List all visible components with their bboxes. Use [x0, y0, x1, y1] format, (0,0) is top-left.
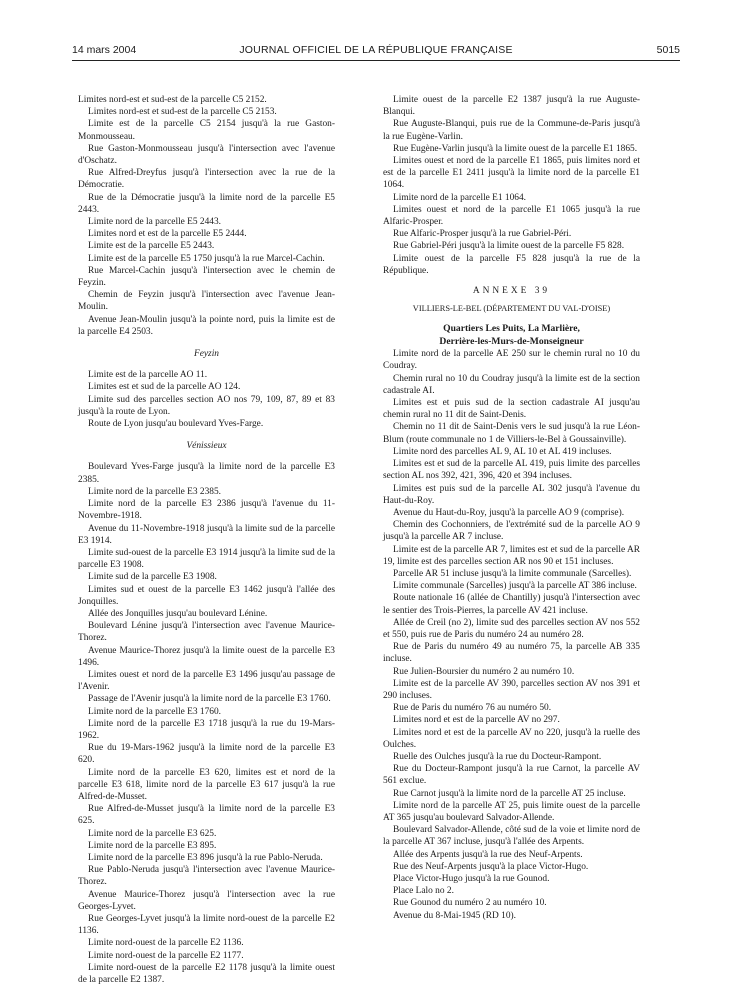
paragraph: Rue du Docteur-Rampont jusqu'à la rue Carnot, la parcelle AV 561 exclue.	[383, 764, 640, 787]
paragraph: Limites ouest et nord de la parcelle E3 1496 jusqu'au passage de l'Avenir.	[78, 669, 335, 693]
paragraph: Route nationale 16 (allée de Chantilly) jusqu'à l'intersection avec le sentier des Trois-Pierres, la parcelle AV 421 incluse.	[383, 593, 640, 616]
paragraph: Rue Carnot jusqu'à la limite nord de la parcelle AT 25 incluse.	[393, 788, 626, 799]
page-number: 5015	[656, 44, 680, 56]
paragraph: Limite nord de la parcelle E3 625.	[88, 828, 217, 839]
paragraph: Place Victor-Hugo jusqu'à la rue Gounod.	[393, 874, 550, 884]
paragraph: Limites nord et est de la parcelle E5 2444.	[88, 229, 247, 240]
paragraph: Limite sud de la parcelle E3 1908.	[88, 572, 217, 583]
paragraph: Limites ouest et nord de la parcelle E1 1065 jusqu'à la rue Alfaric-Prosper.	[383, 204, 640, 228]
paragraph: Limite est de la parcelle AR 7, limites est et sud de la parcelle AR 19, limite est des parcelles section AR nos 90 et 151 incluses.	[383, 544, 640, 567]
paragraph: Allée de Creil (no 2), limite sud des parcelles section AV nos 552 et 550, puis rue de Paris du numéro 24 au numéro 28.	[383, 617, 640, 640]
page-header	[72, 44, 680, 60]
paragraph: Rue de la Démocratie jusqu'à la limite nord de la parcelle E5 2443.	[78, 192, 335, 215]
paragraph: Limite nord-ouest de la parcelle E2 1136.	[88, 938, 244, 949]
quarter-heading: Derrière-les-Murs-de-Monseigneur	[439, 335, 584, 347]
paragraph: Limite est de la parcelle E5 2443.	[88, 241, 215, 252]
paragraph: Rue Gaston-Monmousseau jusqu'à l'intersection avec l'avenue d'Oschatz.	[78, 143, 335, 167]
paragraph: Limite nord de la parcelle E3 1760.	[88, 706, 222, 717]
annexe-heading: ANNEXE 39	[472, 286, 551, 297]
paragraph: Rue du 19-Mars-1962 jusqu'à la limite nord de la parcelle E3 620.	[78, 743, 335, 766]
paragraph: Boulevard Yves-Farge jusqu'à la limite nord de la parcelle E3 2385.	[78, 462, 335, 485]
paragraph: Allée des Jonquilles jusqu'au boulevard Lénine.	[88, 608, 268, 619]
paragraph: Limite nord de la parcelle E3 2386 jusqu'à l'avenue du 11-Novembre-1918.	[78, 499, 335, 522]
paragraph: Rue Marcel-Cachin jusqu'à l'intersection avec le chemin de Feyzin.	[78, 265, 335, 289]
paragraph: Chemin no 11 dit de Saint-Denis vers le sud jusqu'à la rue Léon-Blum (route communale no 1 de Villiers-le-Bel à Goussainville).	[383, 422, 640, 445]
paragraph: Rue Alfred-Dreyfus jusqu'à l'intersection avec la rue de la Démocratie.	[78, 168, 335, 191]
paragraph: Limite nord-ouest de la parcelle E2 1177.	[88, 950, 244, 961]
paragraph: Limites est puis sud de la parcelle AL 302 jusqu'à l'avenue du Haut-du-Roy.	[383, 483, 640, 506]
paragraph: Limite est de la parcelle AV 390, parcelles section AV nos 391 et 290 incluses.	[383, 678, 640, 701]
paragraph: Limite nord de la parcelle E1 1064.	[393, 192, 527, 203]
paragraph: Limites nord et est de la parcelle AV no 220, jusqu'à la ruelle des Oulches.	[383, 727, 640, 750]
paragraph: Rue Georges-Lyvet jusqu'à la limite nord-ouest de la parcelle E2 1136.	[78, 914, 335, 937]
paragraph: Rue de Paris du numéro 76 au numéro 50.	[393, 703, 552, 714]
paragraph: Avenue Maurice-Thorez jusqu'à l'intersection avec la rue Georges-Lyvet.	[78, 889, 335, 912]
paragraph: Rue Alfred-de-Musset jusqu'à la limite nord de la parcelle E3 625.	[78, 804, 335, 827]
left-column	[78, 94, 335, 986]
paragraph: Limites sud et ouest de la parcelle E3 1462 jusqu'à l'allée des Jonquilles.	[78, 584, 335, 607]
paragraph: Limites est et sud de la parcelle AO 124.	[88, 382, 241, 393]
paragraph: Avenue du 11-Novembre-1918 jusqu'à la limite sud de la parcelle E3 1914.	[78, 523, 335, 546]
paragraph: Rue Gounod du numéro 2 au numéro 10.	[393, 898, 547, 909]
paragraph: Limite nord de la parcelle E5 2443.	[88, 217, 222, 228]
paragraph: Limites nord-est et sud-est de la parcelle C5 2153.	[88, 107, 277, 118]
paragraph: Avenue Jean-Moulin jusqu'à la pointe nord, puis la limite est de la parcelle E4 2503.	[78, 314, 335, 337]
paragraph: Limites nord et est de la parcelle AV no 297.	[393, 715, 560, 726]
paragraph: Limite sud des parcelles section AO nos 79, 109, 87, 89 et 83 jusqu'à la route de Lyon.	[78, 394, 335, 417]
paragraph: Limite nord de la parcelle E3 896 jusqu'à la rue Pablo-Neruda.	[88, 852, 323, 863]
paragraph: Avenue du Haut-du-Roy, jusqu'à la parcelle AO 9 (comprise).	[393, 507, 625, 518]
paragraph: Limite est de la parcelle E5 1750 jusqu'à la rue Marcel-Cachin.	[88, 253, 325, 264]
paragraph: Boulevard Lénine jusqu'à l'intersection avec l'avenue Maurice-Thorez.	[78, 621, 335, 644]
paragraph: Rue Alfaric-Prosper jusqu'à la rue Gabriel-Péri.	[393, 229, 572, 240]
paragraph: Limite communale (Sarcelles) jusqu'à la parcelle AT 386 incluse.	[393, 581, 637, 592]
paragraph: Limites nord-est et sud-est de la parcelle C5 2152.	[78, 95, 267, 105]
paragraph: Limite nord de la parcelle AE 250 sur le chemin rural no 10 du Coudray.	[383, 349, 640, 372]
paragraph: Boulevard Salvador-Allende, côté sud de la voie et limite nord de la parcelle AT 367 incluse, jusqu'à l'allée des Arpents.	[383, 825, 640, 848]
issue-date: 14 mars 2004	[72, 44, 137, 56]
journal-title: JOURNAL OFFICIEL DE LA RÉPUBLIQUE FRANÇAISE	[239, 44, 513, 56]
paragraph: Limite sud-ouest de la parcelle E3 1914 jusqu'à la limite sud de la parcelle E3 1908.	[78, 547, 335, 571]
header-rule	[72, 60, 680, 61]
town-heading: Vénissieux	[186, 441, 227, 452]
paragraph: Rue Eugène-Varlin jusqu'à la limite ouest de la parcelle E1 1865.	[393, 143, 638, 154]
paragraph: Rue Julien-Boursier du numéro 2 au numéro 10.	[393, 666, 575, 677]
paragraph: Ruelle des Oulches jusqu'à la rue du Docteur-Rampont.	[393, 751, 602, 762]
town-heading: Feyzin	[194, 349, 219, 360]
paragraph: Passage de l'Avenir jusqu'à la limite nord de la parcelle E3 1760.	[88, 694, 331, 705]
paragraph: Rue Pablo-Neruda jusqu'à l'intersection avec l'avenue Maurice-Thorez.	[78, 865, 335, 888]
paragraph: Limite ouest de la parcelle E2 1387 jusqu'à la rue Auguste-Blanqui.	[383, 95, 640, 118]
paragraph: Limite ouest de la parcelle F5 828 jusqu'à la rue de la République.	[383, 253, 640, 276]
paragraph: Limites ouest et nord de la parcelle E1 1865, puis limites nord et est de la parcelle E1 2411 jusqu'à la limite nord de la parcelle E1 1064.	[383, 156, 640, 191]
department-heading: VILLIERS-LE-BEL (DÉPARTEMENT DU VAL-D'OISE)	[412, 304, 611, 314]
paragraph: Route de Lyon jusqu'au boulevard Yves-Farge.	[88, 419, 264, 430]
paragraph: Limite nord des parcelles AL 9, AL 10 et AL 419 incluses.	[393, 446, 612, 457]
paragraph: Chemin rural no 10 du Coudray jusqu'à la limite est de la section cadastrale AI.	[383, 373, 640, 396]
paragraph: Limite est de la parcelle AO 11.	[88, 370, 208, 381]
paragraph: Limite nord de la parcelle E3 620, limites est et nord de la parcelle E3 618, limite nord de la parcelle E3 617 jusqu'à la rue Alfred-de-Musset.	[78, 767, 335, 802]
paragraph: Avenue du 8-Mai-1945 (RD 10).	[393, 910, 516, 921]
paragraph: Limite nord de la parcelle E3 895.	[88, 840, 217, 851]
paragraph: Limite est de la parcelle C5 2154 jusqu'à la rue Gaston-Monmousseau.	[78, 119, 335, 142]
paragraph: Rue Gabriel-Péri jusqu'à la limite ouest de la parcelle F5 828.	[393, 241, 625, 252]
paragraph: Place Lalo no 2.	[393, 886, 454, 897]
paragraph: Allée des Arpents jusqu'à la rue des Neuf-Arpents.	[393, 849, 583, 860]
quarter-heading: Quartiers Les Puits, La Marlière,	[443, 323, 580, 335]
paragraph: Parcelle AR 51 incluse jusqu'à la limite communale (Sarcelles).	[393, 568, 632, 579]
paragraph: Limite nord-ouest de la parcelle E2 1178 jusqu'à la limite ouest de la parcelle E2 1387.	[78, 962, 335, 986]
paragraph: Rue de Paris du numéro 49 au numéro 75, la parcelle AB 335 incluse.	[383, 642, 640, 665]
paragraph: Chemin des Cochonniers, de l'extrémité sud de la parcelle AO 9 jusqu'à la parcelle AR 7 incluse.	[383, 520, 640, 543]
paragraph: Rue Auguste-Blanqui, puis rue de la Commune-de-Paris jusqu'à la rue Eugène-Varlin.	[383, 119, 640, 142]
paragraph: Limites est et sud de la parcelle AL 419, puis limite des parcelles section AL nos 392, 421, 396, 420 et 394 incluses.	[383, 459, 640, 482]
paragraph: Limite nord de la parcelle E3 2385.	[88, 486, 222, 497]
right-column	[383, 94, 640, 922]
paragraph: Rue des Neuf-Arpents jusqu'à la place Victor-Hugo.	[393, 861, 589, 872]
paragraph: Avenue Maurice-Thorez jusqu'à la limite ouest de la parcelle E3 1496.	[78, 645, 335, 668]
paragraph: Chemin de Feyzin jusqu'à l'intersection avec l'avenue Jean-Moulin.	[78, 290, 335, 313]
paragraph: Limites est et puis sud de la section cadastrale AI jusqu'au chemin rural no 11 dit de Saint-Denis.	[383, 398, 640, 421]
paragraph: Limite nord de la parcelle AT 25, puis limite ouest de la parcelle AT 365 jusqu'au boulevard Salvador-Allende.	[383, 800, 640, 823]
paragraph: Limite nord de la parcelle E3 1718 jusqu'à la rue du 19-Mars-1962.	[78, 718, 335, 741]
